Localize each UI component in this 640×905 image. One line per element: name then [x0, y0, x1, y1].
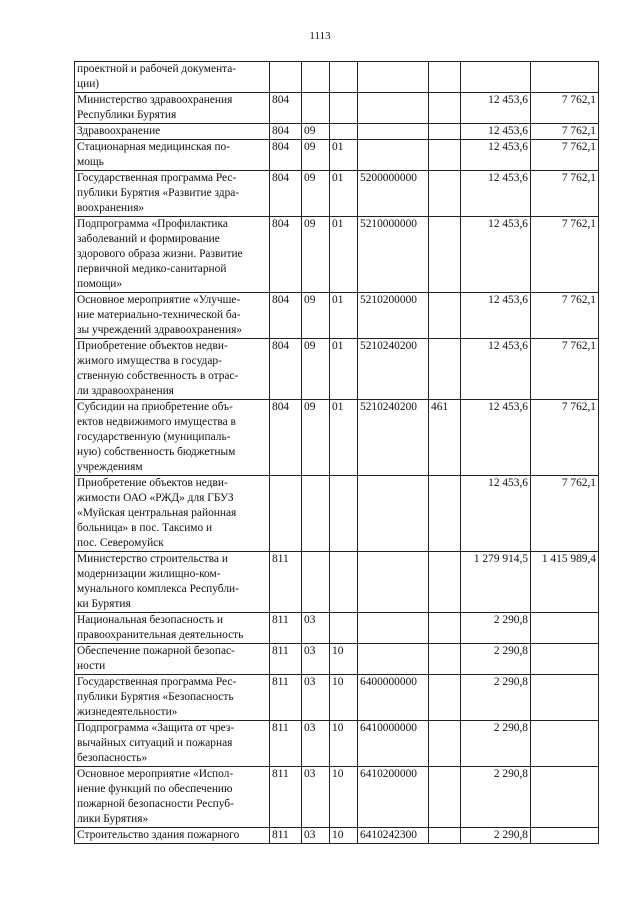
target-article-cell: 6410200000: [358, 767, 429, 828]
row-name-cell: Стационарная медицинская по- мощь: [75, 140, 270, 171]
expense-type-cell: [429, 552, 461, 613]
ministry-code-cell: 811: [270, 644, 302, 675]
expense-type-cell: [429, 476, 461, 552]
subsection-code-cell: 01: [330, 293, 358, 339]
subsection-code-cell: [330, 93, 358, 124]
row-name-cell: Подпрограмма «Профилактика заболеваний и формирование здорового образа жизни. Развитие первичной медико-санитарной помощи»: [75, 217, 270, 293]
amount-year1-cell: 12 453,6: [461, 93, 531, 124]
ministry-code-cell: [270, 476, 302, 552]
target-article-cell: [358, 124, 429, 140]
target-article-cell: 5210240200: [358, 400, 429, 476]
amount-year2-cell: 7 762,1: [531, 140, 599, 171]
target-article-cell: [358, 552, 429, 613]
table-row: [75, 400, 599, 476]
table-row: [75, 171, 599, 217]
page-number: 1113: [309, 30, 331, 42]
ministry-code-cell: 811: [270, 767, 302, 828]
table-row: [75, 93, 599, 124]
row-name-cell: Министерство здравоохранения Республики Бурятия: [75, 93, 270, 124]
ministry-code-cell: 811: [270, 552, 302, 613]
row-name-cell: Обеспечение пожарной безопас- ности: [75, 644, 270, 675]
table-row: [75, 140, 599, 171]
subsection-code-cell: 10: [330, 644, 358, 675]
amount-year2-cell: 7 762,1: [531, 93, 599, 124]
subsection-code-cell: 01: [330, 339, 358, 400]
row-name-cell: Государственная программа Рес- публики Бурятия «Безопасность жизнедеятельности»: [75, 675, 270, 721]
amount-year1-cell: 12 453,6: [461, 476, 531, 552]
amount-year2-cell: 7 762,1: [531, 339, 599, 400]
subsection-code-cell: [330, 613, 358, 644]
expense-type-cell: [429, 293, 461, 339]
row-name-cell: Министерство строительства и модернизации жилищно-ком- мунального комплекса Республи- ки Бурятия: [75, 552, 270, 613]
target-article-cell: 6410242300: [358, 828, 429, 844]
row-name-cell: Основное мероприятие «Улучше- ние материально-технической ба- зы учреждений здравоохранения»: [75, 293, 270, 339]
subsection-code-cell: [330, 552, 358, 613]
ministry-code-cell: 804: [270, 339, 302, 400]
target-article-cell: 6400000000: [358, 675, 429, 721]
ministry-code-cell: 804: [270, 124, 302, 140]
budget-table-body: [75, 62, 599, 844]
table-row: [75, 721, 599, 767]
ministry-code-cell: 811: [270, 613, 302, 644]
amount-year1-cell: 12 453,6: [461, 171, 531, 217]
table-row: [75, 675, 599, 721]
subsection-code-cell: 10: [330, 675, 358, 721]
amount-year1-cell: 12 453,6: [461, 400, 531, 476]
section-code-cell: [302, 93, 330, 124]
expense-type-cell: [429, 644, 461, 675]
section-code-cell: 09: [302, 293, 330, 339]
ministry-code-cell: 811: [270, 828, 302, 844]
target-article-cell: 5210240200: [358, 339, 429, 400]
ministry-code-cell: 804: [270, 140, 302, 171]
table-row: [75, 124, 599, 140]
amount-year2-cell: 7 762,1: [531, 400, 599, 476]
subsection-code-cell: 01: [330, 140, 358, 171]
subsection-code-cell: 10: [330, 721, 358, 767]
amount-year2-cell: 1 415 989,4: [531, 552, 599, 613]
target-article-cell: 5210200000: [358, 293, 429, 339]
amount-year1-cell: [461, 62, 531, 93]
amount-year2-cell: 7 762,1: [531, 217, 599, 293]
table-row: [75, 293, 599, 339]
section-code-cell: 09: [302, 171, 330, 217]
amount-year2-cell: [531, 767, 599, 828]
target-article-cell: [358, 476, 429, 552]
table-row: [75, 828, 599, 844]
expense-type-cell: [429, 62, 461, 93]
subsection-code-cell: 10: [330, 828, 358, 844]
table-row: [75, 613, 599, 644]
ministry-code-cell: [270, 62, 302, 93]
ministry-code-cell: 804: [270, 293, 302, 339]
amount-year1-cell: 12 453,6: [461, 124, 531, 140]
section-code-cell: [302, 552, 330, 613]
subsection-code-cell: [330, 124, 358, 140]
amount-year1-cell: 1 279 914,5: [461, 552, 531, 613]
row-name-cell: Приобретение объектов недви- жимого имущества в государ- ственную собственность в отрас- ли здравоохранения: [75, 339, 270, 400]
amount-year1-cell: 2 290,8: [461, 828, 531, 844]
row-name-cell: Здравоохранение: [75, 124, 270, 140]
amount-year2-cell: [531, 613, 599, 644]
amount-year2-cell: [531, 828, 599, 844]
section-code-cell: 03: [302, 721, 330, 767]
expense-type-cell: 461: [429, 400, 461, 476]
row-name-cell: проектной и рабочей документа- ции): [75, 62, 270, 93]
expense-type-cell: [429, 675, 461, 721]
section-code-cell: 09: [302, 400, 330, 476]
expense-type-cell: [429, 93, 461, 124]
target-article-cell: [358, 613, 429, 644]
table-row: [75, 552, 599, 613]
expense-type-cell: [429, 217, 461, 293]
target-article-cell: [358, 644, 429, 675]
amount-year2-cell: 7 762,1: [531, 171, 599, 217]
row-name-cell: Подпрограмма «Защита от чрез- вычайных ситуаций и пожарная безопасность»: [75, 721, 270, 767]
expense-type-cell: [429, 721, 461, 767]
section-code-cell: 03: [302, 828, 330, 844]
amount-year1-cell: 2 290,8: [461, 721, 531, 767]
expense-type-cell: [429, 828, 461, 844]
row-name-cell: Национальная безопасность и правоохранительная деятельность: [75, 613, 270, 644]
target-article-cell: [358, 140, 429, 171]
section-code-cell: 03: [302, 644, 330, 675]
subsection-code-cell: [330, 62, 358, 93]
table-row: [75, 62, 599, 93]
subsection-code-cell: [330, 476, 358, 552]
subsection-code-cell: 01: [330, 217, 358, 293]
table-row: [75, 767, 599, 828]
section-code-cell: 03: [302, 767, 330, 828]
section-code-cell: 03: [302, 613, 330, 644]
section-code-cell: 09: [302, 140, 330, 171]
target-article-cell: 5210000000: [358, 217, 429, 293]
row-name-cell: Субсидии на приобретение объ- ектов недвижимого имущества в государственную (муниципаль- ную) собственность бюджетным учреждениям: [75, 400, 270, 476]
expense-type-cell: [429, 140, 461, 171]
table-row: [75, 217, 599, 293]
budget-table: [74, 61, 599, 844]
amount-year1-cell: 2 290,8: [461, 644, 531, 675]
section-code-cell: 09: [302, 339, 330, 400]
row-name-cell: Государственная программа Рес- публики Бурятия «Развитие здра- воохранения»: [75, 171, 270, 217]
ministry-code-cell: 804: [270, 217, 302, 293]
section-code-cell: [302, 476, 330, 552]
amount-year2-cell: 7 762,1: [531, 476, 599, 552]
expense-type-cell: [429, 613, 461, 644]
row-name-cell: Строительство здания пожарного: [75, 828, 270, 844]
section-code-cell: 09: [302, 217, 330, 293]
ministry-code-cell: 804: [270, 400, 302, 476]
target-article-cell: [358, 62, 429, 93]
amount-year2-cell: 7 762,1: [531, 293, 599, 339]
row-name-cell: Приобретение объектов недви- жимости ОАО «РЖД» для ГБУЗ «Муйская центральная районная больница» в пос. Таксимо и пос. Северомуйск: [75, 476, 270, 552]
amount-year2-cell: [531, 62, 599, 93]
amount-year1-cell: 2 290,8: [461, 767, 531, 828]
expense-type-cell: [429, 767, 461, 828]
ministry-code-cell: 811: [270, 675, 302, 721]
amount-year2-cell: [531, 721, 599, 767]
amount-year1-cell: 2 290,8: [461, 675, 531, 721]
section-code-cell: [302, 62, 330, 93]
table-row: [75, 339, 599, 400]
expense-type-cell: [429, 171, 461, 217]
table-row: [75, 644, 599, 675]
amount-year2-cell: 7 762,1: [531, 124, 599, 140]
section-code-cell: 03: [302, 675, 330, 721]
ministry-code-cell: 804: [270, 171, 302, 217]
ministry-code-cell: 811: [270, 721, 302, 767]
target-article-cell: 5200000000: [358, 171, 429, 217]
expense-type-cell: [429, 124, 461, 140]
amount-year2-cell: [531, 644, 599, 675]
subsection-code-cell: 01: [330, 400, 358, 476]
amount-year2-cell: [531, 675, 599, 721]
expense-type-cell: [429, 339, 461, 400]
section-code-cell: 09: [302, 124, 330, 140]
subsection-code-cell: 01: [330, 171, 358, 217]
subsection-code-cell: 10: [330, 767, 358, 828]
target-article-cell: 6410000000: [358, 721, 429, 767]
amount-year1-cell: 12 453,6: [461, 217, 531, 293]
amount-year1-cell: 2 290,8: [461, 613, 531, 644]
amount-year1-cell: 12 453,6: [461, 140, 531, 171]
amount-year1-cell: 12 453,6: [461, 339, 531, 400]
amount-year1-cell: 12 453,6: [461, 293, 531, 339]
ministry-code-cell: 804: [270, 93, 302, 124]
row-name-cell: Основное мероприятие «Испол- нение функций по обеспечению пожарной безопасности Респуб- лики Бурятия»: [75, 767, 270, 828]
target-article-cell: [358, 93, 429, 124]
table-row: [75, 476, 599, 552]
